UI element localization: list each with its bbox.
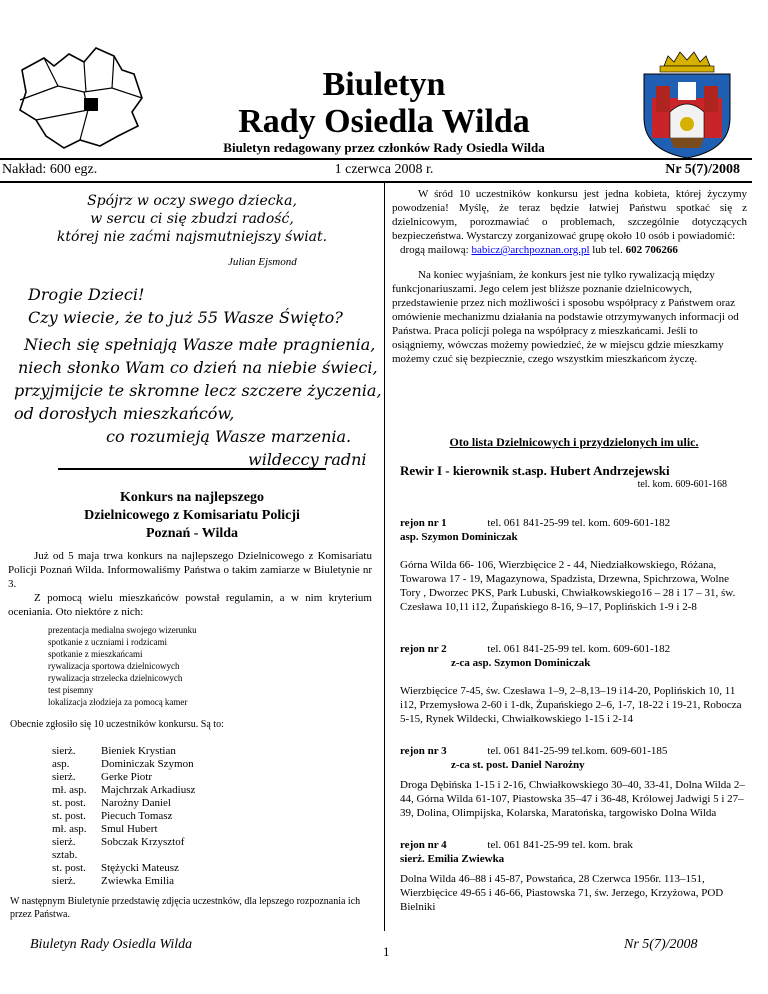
- wishes-line: Niech się spełniają Wasze małe pragnienia,: [24, 335, 376, 354]
- candidate-row: [52, 771, 195, 784]
- candidate-row: [52, 810, 195, 823]
- applicants-note: Obecnie zgłosiło się 10 uczestników konkursu. Są to:: [10, 719, 224, 730]
- poem: [0, 192, 384, 246]
- candidate-rank: st. post.: [52, 797, 86, 809]
- poem-line: której nie zaćmi najsmutniejszy świat.: [56, 229, 328, 245]
- wishes-line: od dorosłych mieszkańców,: [14, 404, 235, 423]
- criteria-item: lokalizacja złodzieja za pomocą kamer: [48, 697, 188, 707]
- district-streets: Dolna Wilda 46–88 i 45-87, Powstańca, 28 Czerwca 1956r. 113–151, Wierzbięcice 49-65 i 46-66, Piastowska 71, św. Jerzego, Krzyżowa, POD Bielniki: [400, 873, 724, 913]
- candidate-rank: mł. asp.: [52, 823, 87, 835]
- district-phones: tel. 061 841-25-99 tel.kom. 609-601-185: [487, 745, 668, 757]
- candidate-rank: sierż. sztab.: [52, 836, 78, 861]
- contest-heading: [0, 489, 384, 543]
- contact-line: [400, 244, 678, 256]
- contest-heading-line: Dzielnicowego z Komisariatu Policji: [84, 508, 300, 523]
- footer-title: Biuletyn Rady Osiedla Wilda: [30, 937, 193, 952]
- criteria-item: spotkanie z mieszkańcami: [48, 649, 143, 659]
- criteria-item: prezentacja medialna swojego wizerunku: [48, 625, 197, 635]
- column-divider: [384, 181, 385, 931]
- candidate-name: Zwiewka Emilia: [101, 875, 175, 887]
- email-link[interactable]: babicz@archpoznan.org.pl: [471, 244, 590, 256]
- district-header: [400, 516, 670, 544]
- contact-phone: 602 706266: [625, 244, 678, 256]
- district-phones: tel. 061 841-25-99 tel. kom. 609-601-182: [487, 643, 671, 655]
- candidate-name: Smul Hubert: [101, 823, 158, 835]
- district-header: [400, 838, 633, 866]
- closing-paragraph: Na koniec wyjaśniam, że konkurs jest nie tylko rywalizacją między funkcjonariuszami. Jego celem jest bliższe poznanie dzielnicowych, przedstawienie przez nich możliwości i sposobu współpracy z Państwem oraz omówienie mechanizmu działania na podstawie otrzymywanych informacji od Państwa. Praca policji polega na współpracy z mieszkańcami. Jeśli to osiągniemy, wówczas możemy powiedzieć, że w miejscu gdzie mieszkamy możemy czuć się bezpiecznie, czego wszystkim mieszkańcom życzę.: [392, 269, 739, 365]
- criteria-list: [48, 624, 197, 708]
- candidate-rank: sierż.: [52, 745, 76, 757]
- district-header: [400, 744, 667, 772]
- candidate-name: Narożny Daniel: [101, 797, 171, 809]
- candidate-name: Bieniek Krystian: [101, 745, 176, 757]
- rewir-phone: tel. kom. 609-601-168: [637, 479, 727, 490]
- contest-heading-line: Poznań - Wilda: [145, 526, 239, 541]
- candidate-rank: sierż.: [52, 771, 76, 783]
- candidate-name: Gerke Piotr: [101, 771, 153, 783]
- district-label: rejon nr 1: [400, 517, 447, 529]
- candidate-row: [52, 797, 195, 810]
- candidate-name: Piecuch Tomasz: [101, 810, 173, 822]
- district-label: rejon nr 2: [400, 643, 447, 655]
- wishes-verse: [0, 333, 384, 471]
- district-streets: Wierzbięcice 7-45, św. Czesława 1–9, 2–8,13–19 i14-20, Poplińskich 10, 11 i12, Przemysłowa 2-60 i 1-dk, Żupańskiego 2–6, 1-7, 18-22 i 19-21, Robocza 5-15, Rynek Wildecki, Chwiałkowskiego 1-15 i 2-14: [400, 685, 742, 725]
- page-number: 1: [383, 944, 390, 959]
- district-label: rejon nr 3: [400, 745, 447, 757]
- candidate-name: Dominiczak Szymon: [101, 758, 194, 770]
- masthead-title: Biuletyn: [322, 66, 446, 103]
- candidate-rank: mł. asp.: [52, 784, 87, 796]
- greeting-line: Czy wiecie, że to już 55 Wasze Święto?: [28, 308, 343, 327]
- contest-heading-line: Konkurs na najlepszego: [120, 490, 264, 505]
- criteria-item: test pisemny: [48, 685, 94, 695]
- issue-number: Nr 5(7)/2008: [665, 162, 740, 177]
- section-separator: [58, 468, 326, 470]
- header-rule-bottom: [0, 181, 752, 183]
- circulation-label: Nakład: 600 egz.: [2, 162, 98, 177]
- wishes-line: niech słonko Wam co dzień na niebie świeci,: [18, 358, 378, 377]
- candidate-rank: sierż.: [52, 875, 76, 887]
- candidate-row: [52, 836, 195, 862]
- district-header: [400, 642, 670, 670]
- header-rule-top: [0, 158, 752, 160]
- district-streets: Górna Wilda 66- 106, Wierzbięcice 2 - 44, Niedziałkowskiego, Różana, Towarowa 17 - 19, Magazynowa, Spadzista, Drzewna, Spichrzowa, Wolne Tory , Dworzec PKS, Park Lubuski, Chwiałkowskiego16 – 28 i 17 – 31, św. Czesława 10,11 i12, Żupańskiego 8-16, 9–17, Poplińskich 1-9 i 2-8: [400, 559, 736, 613]
- district-officer: z-ca asp. Szymon Dominiczak: [451, 657, 591, 669]
- candidate-name: Majchrzak Arkadiusz: [101, 784, 196, 796]
- candidates-list: [52, 745, 195, 888]
- candidate-row: [52, 823, 195, 836]
- greeting-line: Drogie Dzieci!: [28, 285, 145, 304]
- criteria-item: rywalizacja strzelecka dzielnicowych: [48, 673, 183, 683]
- candidate-name: Stężycki Mateusz: [101, 862, 179, 874]
- candidate-rank: st. post.: [52, 810, 86, 822]
- district-phones: tel. 061 841-25-99 tel. kom. brak: [487, 839, 633, 851]
- district-label: rejon nr 4: [400, 839, 447, 851]
- district-phones: tel. 061 841-25-99 tel. kom. 609-601-182: [487, 517, 671, 529]
- candidate-row: [52, 875, 195, 888]
- masthead-subtitle: Rady Osiedla Wilda: [238, 103, 530, 140]
- contact-paragraph: W śród 10 uczestników konkursu jest jedna kobieta, której życzymy powodzenia! Myślę, że teraz będzie łatwiej Państwu spotkać się z dzielnicowym, porozmawiać o problemach, szczególnie dotyczących bezpieczeństwa. Wystarczy zorganizować grupę około 10 osób i powiadomić:: [392, 188, 747, 242]
- criteria-item: rywalizacja sportowa dzielnicowych: [48, 661, 180, 671]
- contest-intro-paragraph: Już od 5 maja trwa konkurs na najlepszego Dzielnicowego z Komisariatu Policji Poznań Wilda. Informowaliśmy Państwa o takim zamiarze w Biuletynie nr 3.: [8, 550, 372, 590]
- candidate-row: [52, 862, 195, 875]
- district-officer: z-ca st. post. Daniel Narożny: [451, 759, 585, 771]
- candidate-row: [52, 745, 195, 758]
- rewir-heading: Rewir I - kierownik st.asp. Hubert Andrzejewski: [400, 463, 670, 478]
- candidate-rank: st. post.: [52, 862, 86, 874]
- contest-intro-paragraph: Z pomocą wielu mieszkańców powstał regulamin, a w nim kryterium oceniania. Oto niektóre z nich:: [8, 592, 372, 618]
- district-officer: asp. Szymon Dominiczak: [400, 531, 518, 543]
- photos-note: W następnym Biuletynie przedstawię zdjęcia uczestnków, dla lepszego rozpoznania ich przez Państwa.: [10, 896, 361, 920]
- contact-prefix: drogą mailową:: [400, 244, 472, 256]
- district-streets: Droga Dębińska 1-15 i 2-16, Chwiałkowskiego 30–40, 33-41, Dolna Wilda 2–44, Górna Wilda 61-107, Piastowska 35–47 i 36-48, Królowej Jadwigi 5 i 27–39, Dolina, Olimpijska, Kolarska, Maratońska, targowisko Dolna Wilda: [400, 779, 745, 819]
- district-officer: sierż. Emilia Zwiewka: [400, 853, 505, 865]
- officers-list-heading: Oto lista Dzielnicowych i przydzielonych im ulic.: [449, 435, 699, 449]
- candidate-name: Sobczak Krzysztof: [101, 836, 185, 848]
- greeting: [28, 283, 343, 329]
- wishes-line: przyjmijcie te skromne lecz szczere życzenia,: [14, 381, 382, 400]
- contact-suffix: lub tel.: [589, 244, 626, 256]
- candidate-row: [52, 758, 195, 771]
- candidate-row: [52, 784, 195, 797]
- poem-line: Spójrz w oczy swego dziecka,: [87, 193, 297, 209]
- poem-author: Julian Ejsmond: [228, 256, 297, 268]
- contest-intro: [8, 549, 372, 619]
- footer-issue: Nr 5(7)/2008: [624, 937, 698, 952]
- wishes-line: co rozumieją Wasze marzenia.: [106, 427, 352, 446]
- wishes-signature: wildeccy radni: [248, 450, 367, 469]
- poem-line: w sercu ci się zbudzi radość,: [90, 211, 294, 227]
- masthead-tagline: Biuletyn redagowany przez członków Rady Osiedla Wilda: [223, 140, 545, 155]
- candidate-rank: asp.: [52, 758, 70, 770]
- issue-date: 1 czerwca 2008 r.: [334, 162, 434, 177]
- criteria-item: spotkanie z uczniami i rodzicami: [48, 637, 167, 647]
